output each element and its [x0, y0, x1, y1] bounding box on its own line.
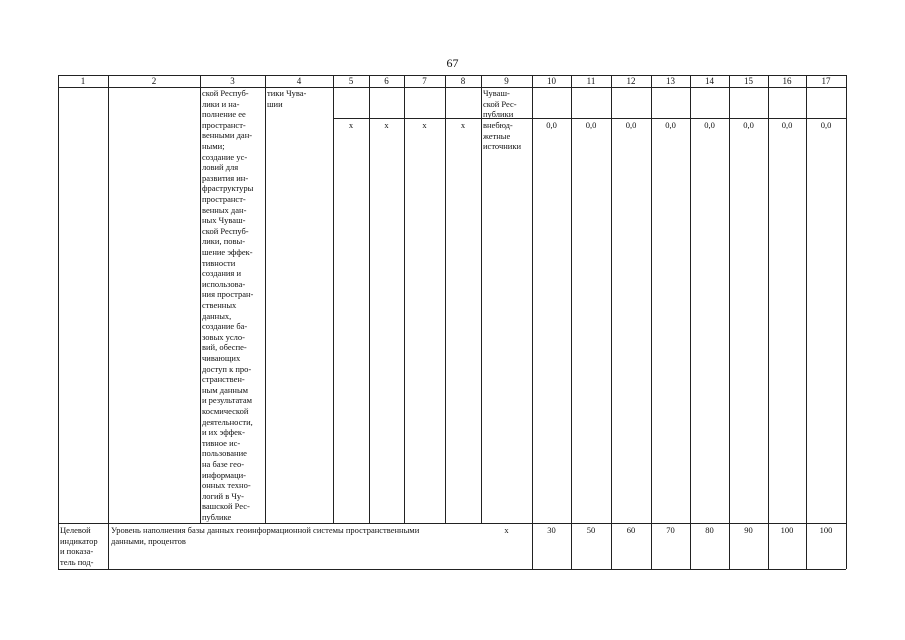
table-top-border — [58, 75, 846, 76]
measure-description-line: использова- — [202, 278, 246, 289]
indicator-value: 90 — [744, 525, 753, 535]
table-bottom-border — [58, 569, 846, 570]
funding-amount: 0,0 — [625, 120, 637, 130]
executor-line: шии — [267, 98, 283, 109]
column-border — [445, 75, 446, 523]
indicator-value: 50 — [586, 525, 596, 535]
column-header: 11 — [586, 76, 596, 86]
indicator-value: 80 — [705, 525, 714, 535]
measure-description-line: доступ к про- — [202, 363, 252, 374]
column-border — [729, 75, 730, 569]
column-border — [333, 75, 334, 523]
indicator-value: 60 — [626, 525, 636, 535]
header-bottom-border — [58, 87, 846, 88]
indicator-value: 100 — [819, 525, 833, 535]
funding-source-line: ской Рес- — [483, 98, 517, 109]
measure-description-line: венных дан- — [202, 204, 247, 215]
indicator-label-line: индикатор — [60, 535, 98, 546]
column-header: 16 — [782, 76, 792, 86]
measure-description-line: странствен- — [202, 374, 245, 385]
measure-description-line: венными дан- — [202, 130, 253, 141]
measure-description-line: создание ба- — [202, 321, 248, 332]
indicator-label-line: Целевой — [60, 525, 91, 535]
measure-description-line: тивное ис- — [202, 437, 241, 448]
measure-description-line: пространст- — [202, 119, 246, 130]
measure-description-line: вашской Рес- — [202, 501, 250, 512]
column-border — [571, 75, 572, 569]
indicator-description-line: данными, процентов — [111, 535, 186, 546]
measure-description-line: лики, повы- — [202, 236, 246, 247]
measure-description-line: лики и на- — [202, 98, 240, 109]
column-border — [481, 75, 482, 523]
column-border — [108, 75, 109, 569]
placeholder-x: x — [348, 120, 354, 130]
measure-description-line: пространст- — [202, 194, 246, 204]
column-header: 2 — [151, 76, 157, 86]
column-border — [846, 75, 847, 569]
column-border — [200, 75, 201, 523]
column-border — [806, 75, 807, 569]
measure-description-line: ской Респуб- — [202, 88, 249, 98]
placeholder-x: x — [460, 120, 466, 130]
column-header: 6 — [384, 76, 389, 86]
funding-amount: 0,0 — [820, 120, 832, 130]
funding-amount: 0,0 — [585, 120, 597, 130]
column-header: 1 — [80, 76, 86, 86]
indicator-label-line: и показа- — [60, 546, 94, 557]
column-border — [369, 75, 370, 523]
measure-description-line: зовых усло- — [202, 331, 246, 342]
measure-description-line: ным данным — [202, 384, 249, 395]
executor-line: тики Чува- — [267, 88, 307, 98]
indicator-value: 100 — [780, 525, 794, 535]
indicator-value: 30 — [547, 525, 556, 535]
measure-description-line: создания и — [202, 268, 242, 279]
column-border — [690, 75, 691, 569]
indicator-row-top-border — [58, 523, 846, 524]
measure-description-line: шение эффек- — [202, 247, 253, 257]
measure-description-line: ных Чуваш- — [202, 215, 246, 226]
funding-amount: 0,0 — [743, 120, 754, 130]
funding-amount: 0,0 — [665, 120, 676, 130]
indicator-value: 70 — [666, 525, 675, 535]
placeholder-x: x — [422, 120, 427, 130]
funding-amount: 0,0 — [704, 120, 715, 130]
indicator-label-line: тель под- — [60, 556, 94, 567]
column-border — [58, 75, 59, 569]
measure-description-line: полнение ее — [202, 109, 246, 120]
funding-source-line: внебюд- — [483, 120, 513, 130]
column-header: 15 — [744, 76, 753, 86]
column-border — [651, 75, 652, 569]
measure-description-line: публике — [202, 512, 232, 522]
column-header: 13 — [666, 76, 675, 86]
funding-source-line: источники — [483, 141, 522, 152]
funding-amount: 0,0 — [546, 120, 557, 130]
measure-description-line: ской Респуб- — [202, 225, 249, 236]
measure-description-line: ственных — [202, 300, 237, 310]
measure-description-line: развития ин- — [202, 172, 249, 183]
column-header: 14 — [705, 76, 714, 86]
measure-description-line: создание ус- — [202, 151, 248, 162]
column-border — [768, 75, 769, 569]
column-header: 5 — [348, 76, 354, 86]
indicator-description-line: Уровень наполнения базы данных геоинформационной системы пространственными — [111, 525, 420, 535]
measure-description-line: ными; — [202, 141, 225, 151]
funding-source-line: жетные — [483, 130, 511, 141]
measure-description-line: ловий для — [202, 162, 239, 173]
measure-description-line: на базе гео- — [202, 459, 245, 469]
funding-source-line: публики — [483, 109, 514, 120]
measure-description-line: тивности — [202, 257, 236, 268]
column-header: 4 — [296, 76, 302, 86]
column-header: 8 — [460, 76, 466, 86]
funding-amount: 0,0 — [781, 120, 793, 130]
measure-description-line: информаци- — [202, 469, 246, 480]
measure-description-line: ния простран- — [202, 289, 254, 300]
column-header: 9 — [504, 76, 509, 86]
column-border — [611, 75, 612, 569]
measure-description-line: вий, обеспе- — [202, 342, 247, 353]
column-header: 12 — [626, 76, 636, 86]
measure-description-line: деятельности, — [202, 416, 253, 427]
page-number: 67 — [446, 56, 459, 70]
placeholder-x: x — [384, 120, 389, 130]
row-split-line — [333, 118, 846, 119]
measure-description-line: пользование — [202, 448, 247, 459]
measure-description-line: и их эффек- — [202, 427, 245, 438]
measure-description-line: данных, — [202, 310, 232, 321]
measure-description-line: фраструктуры — [202, 183, 254, 194]
column-header: 3 — [230, 76, 235, 86]
placeholder-x: x — [504, 525, 509, 535]
measure-description-line: чивающих — [202, 353, 241, 363]
column-header: 7 — [422, 76, 427, 86]
measure-description-line: логий в Чу- — [202, 490, 244, 501]
measure-description-line: космической — [202, 406, 249, 416]
column-border — [532, 75, 533, 569]
column-header: 17 — [821, 76, 831, 86]
measure-description-line: и результатам — [202, 395, 252, 406]
column-border — [265, 75, 266, 523]
column-border — [404, 75, 405, 523]
column-header: 10 — [547, 76, 556, 86]
funding-source-line: Чуваш- — [483, 88, 510, 98]
measure-description-line: онных техно- — [202, 480, 251, 491]
